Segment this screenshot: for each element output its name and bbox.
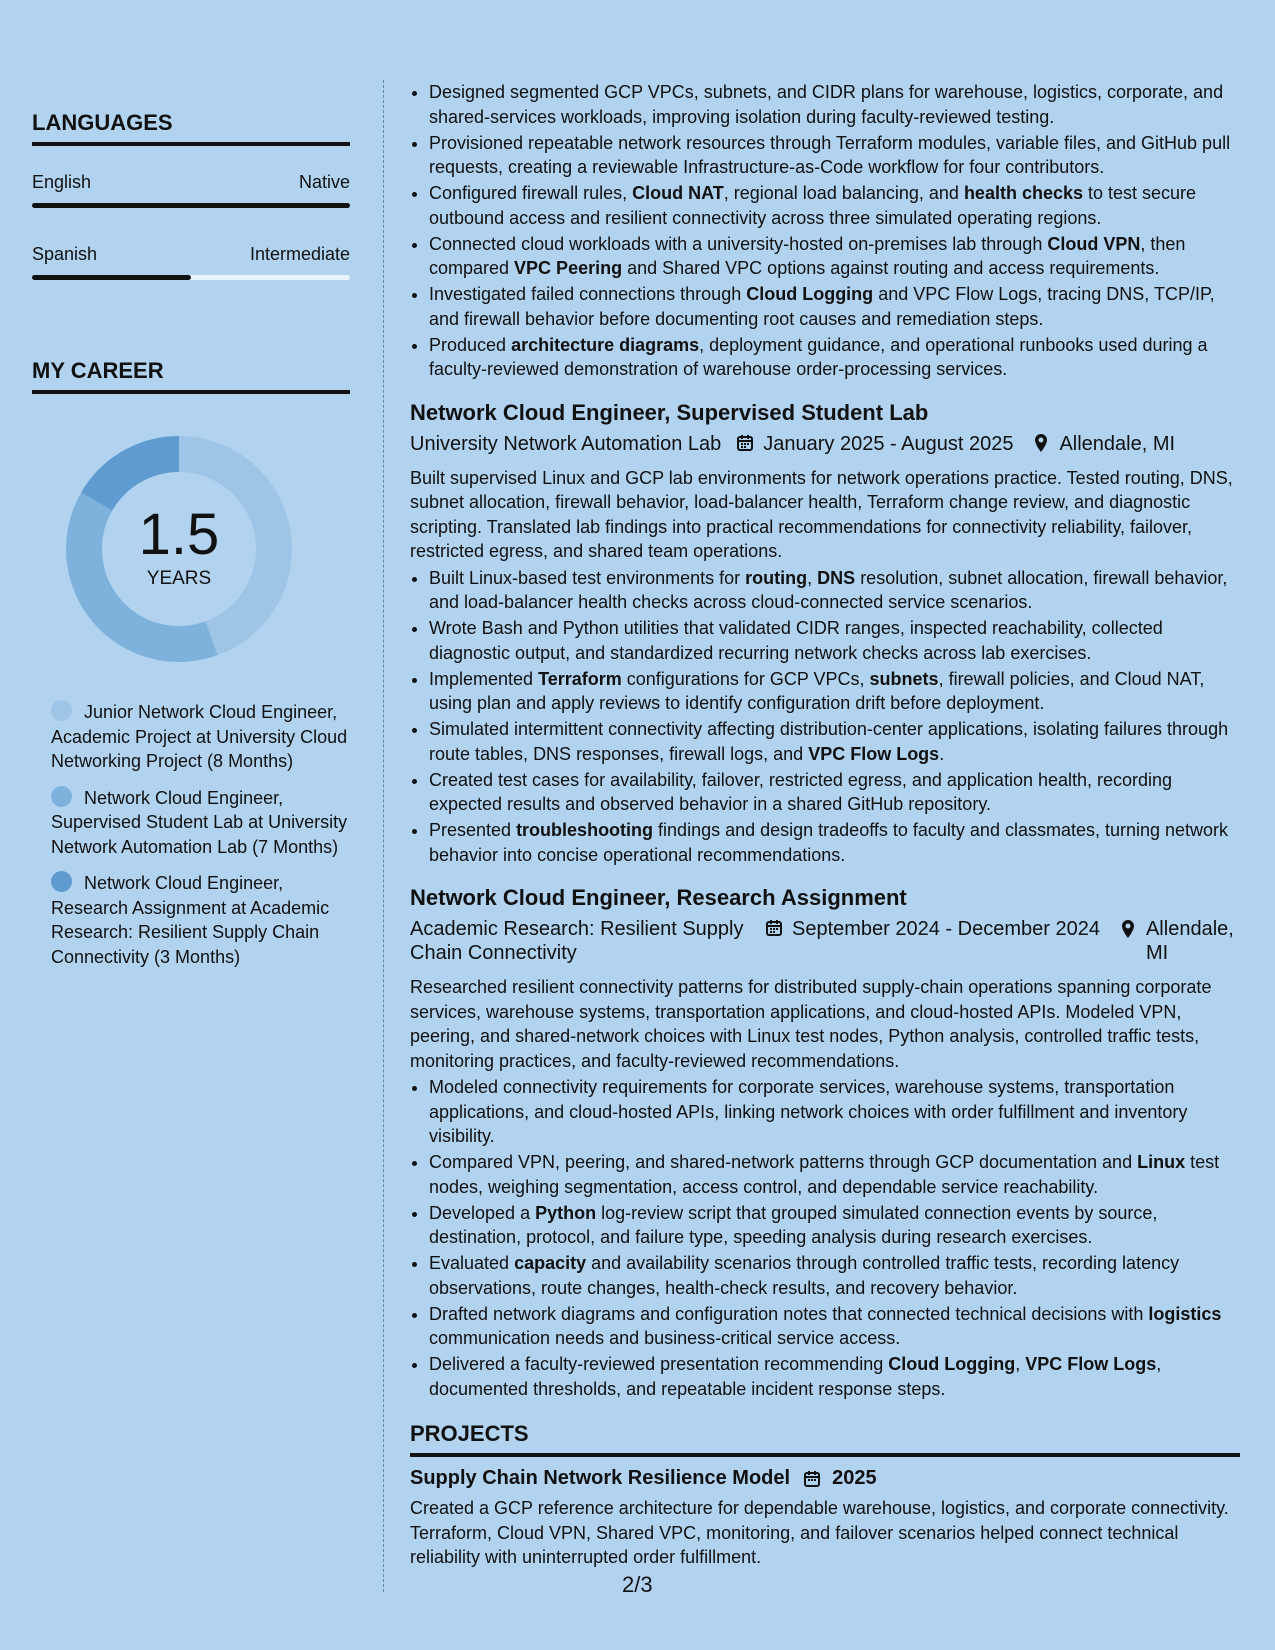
- legend-label: Network Cloud Engineer, Supervised Student Lab at University Network Automation Lab (7 Months): [51, 787, 348, 857]
- job-dates: January 2025 - August 2025: [763, 432, 1014, 455]
- bullet-item: • Presented troubleshooting findings and design tradeoffs to faculty and classmates, turning network behavior into concise operational recommendations.: [429, 818, 1240, 867]
- language-name: English: [32, 172, 92, 192]
- sidebar: [32, 0, 350, 981]
- bullet-item: • Connected cloud workloads with a university-hosted on-premises lab through Cloud VPN, then compared VPC Peering and Shared VPC options against routing and access requirements.: [429, 232, 1240, 281]
- job-org: University Network Automation Lab: [410, 432, 722, 455]
- career-unit: YEARS: [146, 568, 212, 589]
- job-summary: Researched resilient connectivity patterns for distributed supply-chain operations spanning corporate services, warehouse systems, transportation applications, and cloud-hosted APIs. Modeled VPN, peering, and shared-network choices with Linux test nodes, Python analysis, controlled traffic tests, monitoring practices, and faculty-reviewed recommendations.: [410, 977, 1212, 1071]
- job-meta: [410, 432, 1240, 456]
- bullet-item: • Implemented Terraform configurations for GCP VPCs, subnets, firewall policies, and Cloud NAT, using plan and apply reviews to identify configuration drift before deployment.: [429, 667, 1240, 716]
- language-bar: [32, 275, 350, 280]
- job-bullets: [410, 1075, 1240, 1401]
- job-location: Allendale, MI: [1059, 432, 1176, 455]
- legend-label: Network Cloud Engineer, Research Assignment at Academic Research: Resilient Supply Chain Connectivity (3 Months): [51, 873, 330, 967]
- language-bar: [32, 203, 350, 208]
- career-donut: [64, 434, 294, 664]
- job-org: Academic Research: Resilient Supply Chain Connectivity: [410, 918, 744, 964]
- project-title-row: [410, 1467, 1240, 1490]
- career-legend: [32, 700, 350, 969]
- career-heading: MY CAREER: [32, 358, 350, 394]
- bullet-item: • Compared VPN, peering, and shared-network patterns through GCP documentation and Linux test nodes, weighing segmentation, access control, and dependable service reachability.: [429, 1150, 1240, 1199]
- legend-dot: [51, 871, 72, 892]
- language-bar-fill: [32, 203, 350, 208]
- job-title: Network Cloud Engineer, Research Assignment: [410, 885, 907, 910]
- job-dates: September 2024 - December 2024: [792, 918, 1100, 940]
- career-total: 1.5: [138, 502, 220, 567]
- bullet-item: • Created test cases for availability, failover, restricted egress, and application health, recording expected results and observed behavior in a shared GitHub repository.: [429, 768, 1240, 817]
- bullet-item: • Simulated intermittent connectivity affecting distribution-center applications, isolating failures through route tables, DNS responses, firewall logs, and VPC Flow Logs.: [429, 717, 1240, 766]
- bullet-item: • Evaluated capacity and availability scenarios through controlled traffic tests, recording latency observations, route changes, health-check results, and recovery behavior.: [429, 1251, 1240, 1300]
- language-spanish: [32, 244, 350, 280]
- project-description: Created a GCP reference architecture for dependable warehouse, logistics, and corporate connectivity. Terraform, Cloud VPN, Shared VPC, monitoring, and failover scenarios helped connect technical reliability with uninterrupted order fulfillment.: [410, 1498, 1229, 1567]
- location-pin-icon: [1031, 433, 1051, 453]
- bullet-item: • Drafted network diagrams and configuration notes that connected technical decisions with logistics communication needs and business-critical service access.: [429, 1302, 1240, 1351]
- main-content: [410, 80, 1240, 1572]
- career-legend-item: [51, 786, 350, 860]
- column-divider: [383, 80, 384, 1592]
- career-legend-item: [51, 700, 350, 774]
- bullet-item: • Produced architecture diagrams, deployment guidance, and operational runbooks used during a faculty-reviewed demonstration of warehouse order-processing services.: [429, 333, 1240, 382]
- bullet-item: • Configured firewall rules, Cloud NAT, regional load balancing, and health checks to test secure outbound access and resilient connectivity across three simulated operating regions.: [429, 181, 1240, 230]
- project-title: Supply Chain Network Resilience Model: [410, 1467, 791, 1489]
- bullet-item: • Built Linux-based test environments for routing, DNS resolution, subnet allocation, firewall behavior, and load-balancer health checks across cloud-connected service scenarios.: [429, 566, 1240, 615]
- bullet-item: • Delivered a faculty-reviewed presentation recommending Cloud Logging, VPC Flow Logs, documented thresholds, and repeatable incident response steps.: [429, 1352, 1240, 1401]
- job-entry: [410, 885, 1240, 1401]
- job-summary: Built supervised Linux and GCP lab environments for network operations practice. Tested routing, DNS, subnet allocation, firewall behavior, load-balancer health, Terraform change review, and diagnostic scripting. Translated lab findings into practical recommendations for connectivity reliability, failover, restricted egress, and shared team operations.: [410, 467, 1233, 561]
- calendar-icon: [802, 1469, 822, 1489]
- legend-dot: [51, 786, 72, 807]
- bullet-item: • Provisioned repeatable network resources through Terraform modules, variable files, and GitHub pull requests, creating a reviewable Infrastructure-as-Code workflow for four contributors.: [429, 131, 1240, 180]
- language-bar-fill: [32, 275, 191, 280]
- bullet-item: • Investigated failed connections through Cloud Logging and VPC Flow Logs, tracing DNS, TCP/IP, and firewall behavior before documenting root causes and remediation steps.: [429, 282, 1240, 331]
- languages-heading: LANGUAGES: [32, 110, 350, 146]
- project-year: 2025: [832, 1467, 877, 1489]
- job-meta: [410, 917, 1240, 965]
- calendar-icon: [735, 433, 755, 453]
- language-name: Spanish: [32, 244, 98, 264]
- language-level: Native: [298, 172, 350, 192]
- career-legend-item: [51, 871, 350, 969]
- job-title: Network Cloud Engineer, Supervised Student Lab: [410, 399, 929, 425]
- job-entry: [410, 400, 1240, 868]
- job-bullets: [410, 566, 1240, 868]
- job-location: Allendale, MI: [1145, 918, 1234, 964]
- location-pin-icon: [1118, 919, 1138, 939]
- bullet-item: • Designed segmented GCP VPCs, subnets, and CIDR plans for warehouse, logistics, corporate, and shared-services workloads, improving isolation during faculty-reviewed testing.: [429, 80, 1240, 129]
- bullet-item: • Developed a Python log-review script that grouped simulated connection events by source, destination, protocol, and failure type, speeding analysis during research exercises.: [429, 1201, 1240, 1250]
- projects-heading: PROJECTS: [410, 1421, 1240, 1457]
- page-number: 2/3: [622, 1572, 653, 1597]
- bullet-item: • Wrote Bash and Python utilities that validated CIDR ranges, inspected reachability, collected diagnostic output, and standardized recurring network checks across lab exercises.: [429, 616, 1240, 665]
- legend-label: Junior Network Cloud Engineer, Academic Project at University Cloud Networking Project (8 Months): [51, 702, 348, 771]
- bullet-item: • Modeled connectivity requirements for corporate services, warehouse systems, transportation applications, and cloud-hosted APIs, linking network choices with order fulfillment and inventory visibility.: [429, 1075, 1240, 1149]
- legend-dot: [51, 700, 72, 721]
- experience-bullets: [410, 80, 1240, 382]
- calendar-icon: [764, 918, 784, 938]
- language-level: Intermediate: [249, 244, 350, 264]
- language-english: [32, 172, 350, 208]
